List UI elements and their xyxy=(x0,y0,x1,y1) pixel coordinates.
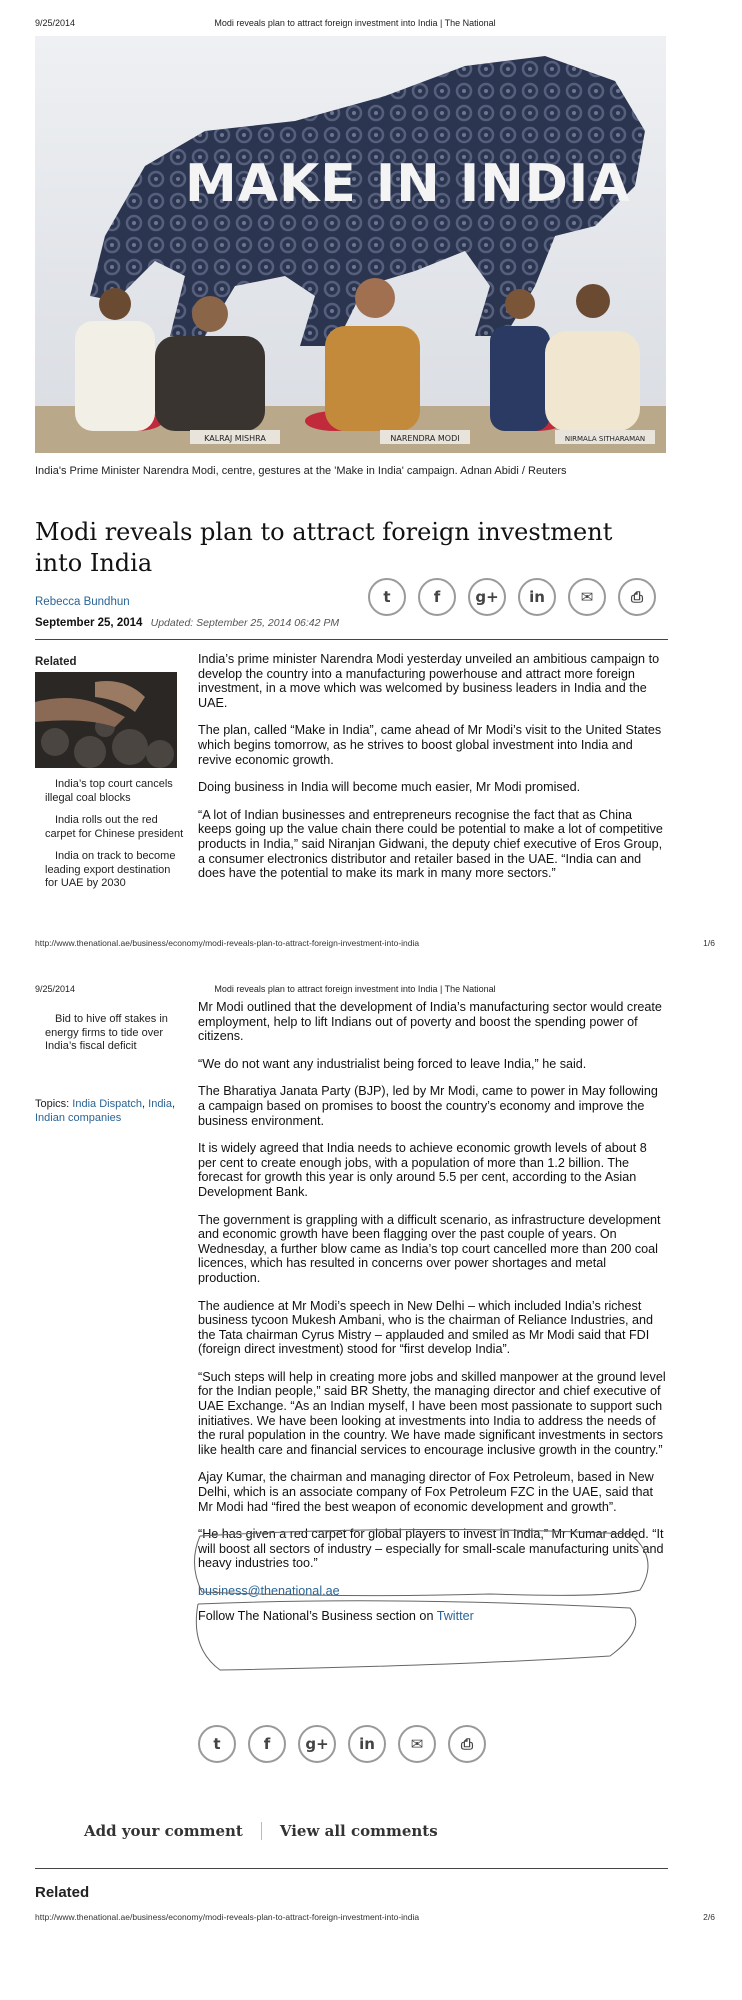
add-comment-link[interactable]: Add your comment xyxy=(84,1822,243,1840)
related-link[interactable]: India on track to become leading export destination for UAE by 2030 xyxy=(45,850,176,889)
footer-page: 1/6 xyxy=(703,938,715,948)
paragraph: It is widely agreed that India needs to achieve economic growth levels of about 8 per cent to create enough jobs, with a population of more than 1.2 billion. The forecast for growth this year is only around 5.5 per cent, according to the Asian Development Bank. xyxy=(198,1141,647,1199)
share-bar-bottom xyxy=(198,1725,486,1763)
paragraph: The government is grappling with a difficult scenario, as infrastructure development and economic growth have been flagging over the past couple of years. On Wednesday, a further blow came as India’s top court cancelled more than 200 coal licences, which has resulted in concerns over power shortages and metal production. xyxy=(198,1212,661,1285)
topics: Topics: India Dispatch, India, Indian companies xyxy=(35,1098,176,1124)
paragraph: Doing business in India will become much easier, Mr Modi promised. xyxy=(198,780,581,795)
email-link[interactable]: business@thenational.ae xyxy=(198,1584,340,1598)
author-link[interactable]: Rebecca Bundhun xyxy=(35,596,130,608)
related-link[interactable]: India’s top court cancels illegal coal blocks xyxy=(45,778,173,804)
article-body-page1 xyxy=(198,652,668,894)
divider xyxy=(261,1822,262,1840)
paragraph-circled: “He has given a red carpet for global players to invest in India,” Mr Kumar added. “It will boost all sectors of industry – especially for small-scale manufacturing units and heavy industries too.” xyxy=(198,1527,664,1571)
related-link[interactable]: Bid to hive off stakes in energy firms to tide over India’s fiscal deficit xyxy=(45,1013,168,1052)
related-section-heading: Related xyxy=(35,1884,90,1901)
comments-bar xyxy=(84,1822,438,1840)
print-date: 9/25/2014 xyxy=(35,984,76,994)
email-icon[interactable]: ✉ xyxy=(568,578,606,616)
linkedin-icon[interactable]: in xyxy=(518,578,556,616)
footer-url: http://www.thenational.ae/business/economy/modi-reveals-plan-to-attract-foreign-investment-into-india xyxy=(35,938,420,948)
paragraph: The plan, called “Make in India”, came ahead of Mr Modi’s visit to the United States which begins tomorrow, as he strives to boost global investment into India and revive economic growth. xyxy=(198,723,662,767)
paragraph: The audience at Mr Modi’s speech in New Delhi – which included India’s richest business tycoon Mukesh Ambani, who is the chairman of Reliance Industries, and the Tata chairman Cyrus Mistry – applauded and smiled as Mr Modi said that FDI (foreign direct investment) stood for “first develop India”. xyxy=(198,1298,654,1357)
twitter-link[interactable]: Twitter xyxy=(436,1608,474,1623)
topic-link[interactable]: Indian companies xyxy=(35,1112,122,1124)
image-caption: India's Prime Minister Narendra Modi, centre, gestures at the 'Make in India' campaign. Adnan Abidi / Reuters xyxy=(35,465,567,477)
related-link[interactable]: India rolls out the red carpet for Chinese president xyxy=(45,814,184,840)
topic-link[interactable]: India Dispatch xyxy=(72,1098,143,1110)
twitter-icon[interactable]: t xyxy=(198,1725,236,1763)
print-footer xyxy=(35,938,715,948)
print-date: 9/25/2014 xyxy=(35,18,76,28)
print-title: Modi reveals plan to attract foreign investment into India | The National xyxy=(214,18,496,28)
facebook-icon[interactable]: f xyxy=(418,578,456,616)
nameplate-modi: NARENDRA MODI xyxy=(390,434,460,443)
make-in-india-banner: MAKE IN INDIA xyxy=(185,154,631,214)
facebook-icon[interactable]: f xyxy=(248,1725,286,1763)
view-comments-link[interactable]: View all comments xyxy=(279,1822,438,1840)
related-list-continued xyxy=(35,1013,185,1063)
topic-link[interactable]: India xyxy=(148,1098,172,1110)
twitter-icon[interactable]: t xyxy=(368,578,406,616)
article-date xyxy=(35,617,339,629)
nameplate-nirmala: NIRMALA SITHARAMAN xyxy=(564,435,646,443)
print-icon[interactable]: ⎙ xyxy=(448,1725,486,1763)
footer-page: 2/6 xyxy=(703,1912,715,1922)
paragraph: The Bharatiya Janata Party (BJP), led by Mr Modi, came to power in May following a campaign based on promises to boost the country’s economy and improve the business environment. xyxy=(198,1084,658,1128)
print-icon[interactable]: ⎙ xyxy=(618,578,656,616)
paragraph: “A lot of Indian businesses and entrepreneurs recognise the fact that as China keeps going up the value chain there could be potential to make a lot of competitive products in India,” said Niranjan Gidwani, the deputy chief executive of Eros Group, a consumer electronics distributor and retailer based in the UAE. “India can and does have the potential to make its mark in many more sectors.” xyxy=(198,807,663,881)
divider xyxy=(35,639,668,640)
google-plus-icon[interactable]: g+ xyxy=(468,578,506,616)
print-header xyxy=(35,984,675,994)
google-plus-icon[interactable]: g+ xyxy=(298,1725,336,1763)
publish-date: September 25, 2014 xyxy=(35,617,143,629)
article-body-page2 xyxy=(198,1000,668,1636)
print-header xyxy=(35,18,675,28)
nameplate-kalraj: KALRAJ MISHRA xyxy=(204,434,266,443)
divider xyxy=(35,1868,668,1869)
related-heading: Related xyxy=(35,656,77,668)
print-title: Modi reveals plan to attract foreign investment into India | The National xyxy=(214,984,496,994)
related-thumbnail[interactable] xyxy=(35,672,177,768)
share-bar-top xyxy=(368,578,656,616)
topics-label: Topics: xyxy=(35,1098,73,1110)
follow-line xyxy=(198,1609,668,1624)
linkedin-icon[interactable]: in xyxy=(348,1725,386,1763)
paragraph: “We do not want any industrialist being forced to leave India,” he said. xyxy=(198,1056,587,1071)
paragraph: Mr Modi outlined that the development of India’s manufacturing sector would create employment, help to lift Indians out of poverty and boost the spending power of citizens. xyxy=(198,1000,662,1044)
email-icon[interactable]: ✉ xyxy=(398,1725,436,1763)
paragraph: India’s prime minister Narendra Modi yesterday unveiled an ambitious campaign to develop the country into a manufacturing powerhouse and attract more foreign investment, in a move which was welcomed by business leaders in India and the UAE. xyxy=(198,652,660,710)
article-headline: Modi reveals plan to attract foreign investment into India xyxy=(35,518,613,577)
paragraph: “Such steps will help in creating more jobs and skilled manpower at the ground level for the Indian people,” said BR Shetty, the managing director and chief executive of UAE Exchange. “As an Indian myself, I have been most passionate to support such initiatives. We have been looking at investments into India to address the needs of the rural population in the country. We have made significant investments in sectors like health care and financial services to encourage inclusive growth in the country.” xyxy=(198,1369,666,1457)
hero-image xyxy=(35,36,666,453)
print-footer xyxy=(35,1912,715,1922)
related-list xyxy=(35,778,185,900)
follow-text: Follow The National’s Business section on xyxy=(198,1608,437,1623)
footer-url: http://www.thenational.ae/business/economy/modi-reveals-plan-to-attract-foreign-investment-into-india xyxy=(35,1912,420,1922)
updated-date: Updated: September 25, 2014 06:42 PM xyxy=(150,617,340,629)
paragraph-circled: Ajay Kumar, the chairman and managing director of Fox Petroleum, based in New Delhi, which is an associate company of Fox Petroleum FZC in the UAE, said that Mr Modi had “fired the best weapon of economic development and growth”. xyxy=(198,1470,654,1514)
